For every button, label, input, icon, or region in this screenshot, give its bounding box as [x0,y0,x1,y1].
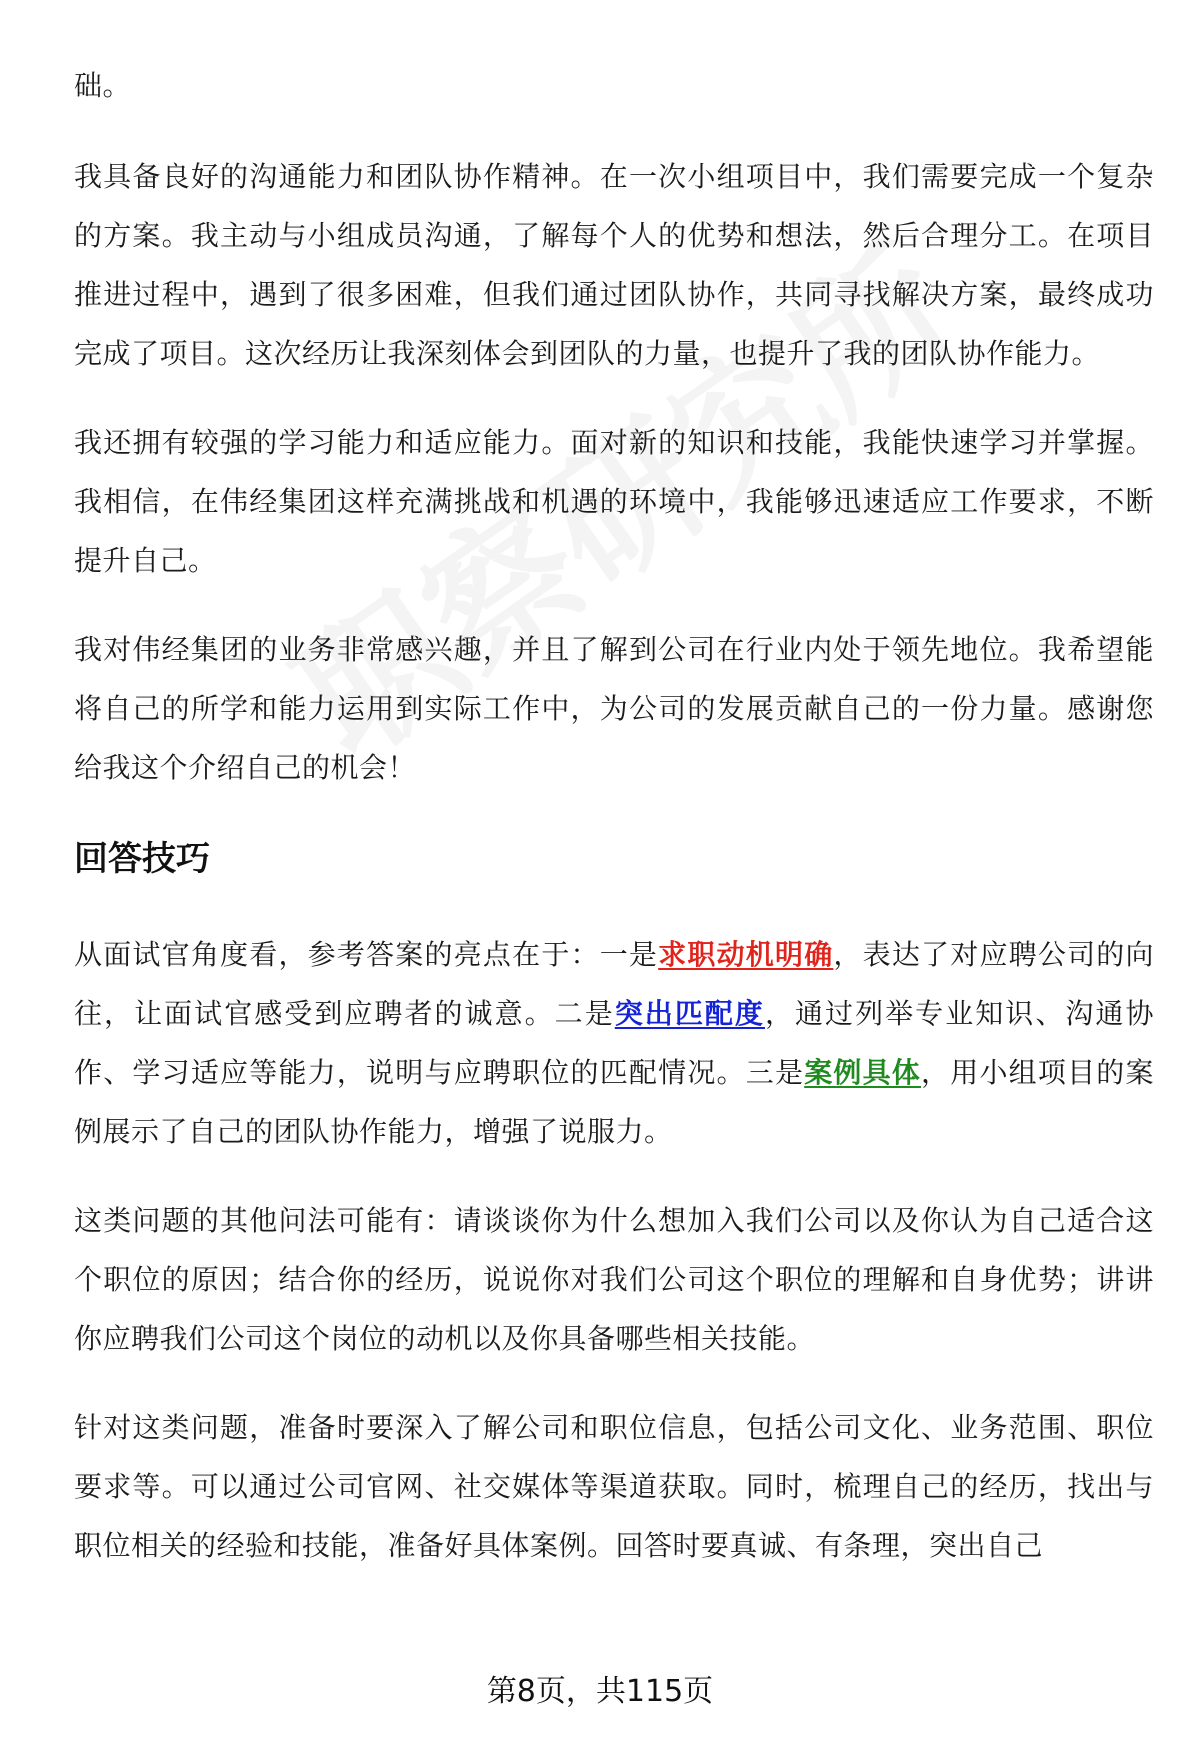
paragraph-learning: 我还拥有较强的学习能力和适应能力。面对新的知识和技能，我能快速学习并掌握。我相信，在伟经集团这样充满挑战和机遇的环境中，我能够迅速适应工作要求，不断提升自己。 [74,426,1154,577]
paragraph-alternatives: 这类问题的其他问法可能有：请谈谈你为什么想加入我们公司以及你认为自己适合这个职位的原因；结合你的经历，说说你对我们公司这个职位的理解和自身优势；讲讲你应聘我们公司这个岗位的动机以及你具备哪些相关技能。 [74,1204,1154,1355]
paragraph-tips [74,925,1154,1161]
tips-text-1: 从面试官角度看，参考答案的亮点在于：一是 [74,938,659,971]
paragraph-interest: 我对伟经集团的业务非常感兴趣，并且了解到公司在行业内处于领先地位。我希望能将自己的所学和能力运用到实际工作中，为公司的发展贡献自己的一份力量。感谢您给我这个介绍自己的机会！ [74,633,1154,784]
highlight-case: 案例具体 [804,1056,922,1089]
tips-text-4: ，用小组项目的案例展示了自己的团队协作能力，增强了说服力。 [74,1056,1154,1148]
paragraph-teamwork: 我具备良好的沟通能力和团队协作精神。在一次小组项目中，我们需要完成一个复杂的方案。我主动与小组成员沟通，了解每个人的优势和想法，然后合理分工。在项目推进过程中，遇到了很多困难，但我们通过团队协作，共同寻找解决方案，最终成功完成了项目。这次经历让我深刻体会到团队的力量，也提升了我的团队协作能力。 [74,160,1154,370]
section-title: 回答技巧 [74,839,210,879]
paragraph-continuation: 础。 [74,69,132,102]
tips-text-3: ，通过列举专业知识、沟通协作、学习适应等能力，说明与应聘职位的匹配情况。三是 [74,997,1154,1089]
highlight-match: 突出匹配度 [614,997,765,1030]
document-page [74,56,1154,1605]
paragraph-preparation: 针对这类问题，准备时要深入了解公司和职位信息，包括公司文化、业务范围、职位要求等。可以通过公司官网、社交媒体等渠道获取。同时，梳理自己的经历，找出与职位相关的经验和技能，准备好具体案例。回答时要真诚、有条理，突出自己 [74,1411,1154,1562]
tips-text-2: ，表达了对应聘公司的向往，让面试官感受到应聘者的诚意。二是 [74,938,1154,1030]
page-number-footer: 第8页，共115页 [486,1674,714,1709]
highlight-motivation: 求职动机明确 [658,938,834,971]
